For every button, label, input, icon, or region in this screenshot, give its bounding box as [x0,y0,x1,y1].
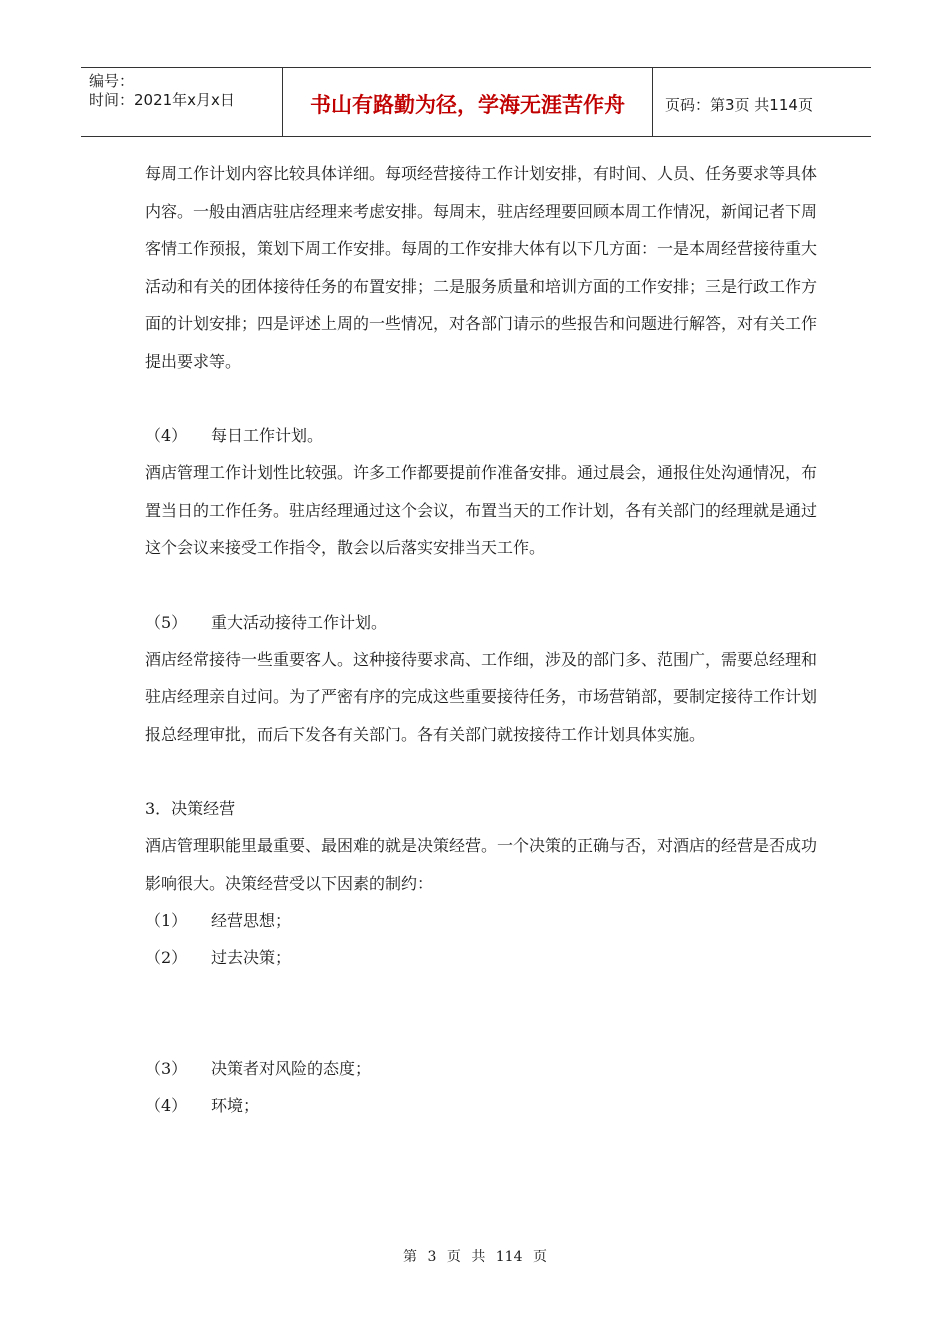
item-text: 每日工作计划。 [211,426,324,445]
item-number: （5） [145,612,188,632]
paragraph-daily-plan: 酒店管理工作计划性比较强。许多工作都要提前作准备安排。通过晨会，通报住处沟通情况，布置当日的工作任务。驻店经理通过这个会议，布置当天的工作计划，各有关部门的经理就是通过这个会议来接受工作指令，散会以后落实安排当天工作。 [145,463,818,557]
section-heading-decision: 3．决策经营 [145,799,236,818]
header-meta [81,68,283,136]
date-label: 时间：2021年x月x日 [89,91,235,109]
paragraph-major-event-plan: 酒店经常接待一些重要客人。这种接待要求高、工作细，涉及的部门多、范围广，需要总经理和驻店经理亲自过问。为了严密有序的完成这些重要接待任务，市场营销部，要制定接待工作计划报总经理审批，而后下发各有关部门。各有关部门就按接待工作计划具体实施。 [145,649,818,744]
header-motto: 书山有路勤为径，学海无涯苦作舟 [283,68,653,136]
header-page-info: 页码：第3页 共114页 [665,95,813,114]
item-text: 经营思想； [211,911,292,930]
page-footer [0,1246,950,1266]
footer-total-word: 共 [471,1249,486,1265]
item-text: 重大活动接待工作计划。 [211,612,388,632]
item-daily-plan [145,417,825,454]
item-major-event-plan [145,604,825,641]
footer-page-unit: 页 [446,1249,461,1265]
paragraph-decision: 酒店管理职能里最重要、最困难的就是决策经营。一个决策的正确与否，对酒店的经营是否成功影响很大。决策经营受以下因素的制约： [145,836,818,893]
item-text: 过去决策； [211,948,292,967]
item-number: （2） [145,948,188,967]
item-number: （4） [145,1096,188,1115]
item-text: 环境； [211,1096,260,1115]
code-label: 编号： [89,72,135,90]
factor-item [145,939,825,976]
paragraph-weekly-plan: 每周工作计划内容比较具体详细。每项经营接待工作计划安排，有时间、人员、任务要求等具体内容。一般由酒店驻店经理来考虑安排。每周末，驻店经理要回顾本周工作情况，新闻记者下周客情工作预报，策划下周工作安排。每周的工作安排大体有以下几方面：一是本周经营接待重大活动和有关的团体接待任务的布置安排；二是服务质量和培训方面的工作安排；三是行政工作方面的计划安排；四是评述上周的一些情况，对各部门请示的些报告和问题进行解答，对有关工作提出要求等。 [145,164,818,371]
factor-item [145,1087,825,1124]
item-text: 决策者对风险的态度； [211,1059,372,1078]
page-header [81,67,871,137]
item-number: （3） [145,1059,188,1078]
footer-page-word: 第 [403,1249,418,1265]
footer-total-unit: 页 [532,1249,547,1265]
item-number: （4） [145,426,188,445]
document-body [145,155,825,1124]
factor-item [145,1050,825,1087]
item-number: （1） [145,911,188,930]
footer-page-number: 3 [427,1249,437,1265]
footer-total-number: 114 [495,1249,523,1265]
factor-item [145,902,825,939]
